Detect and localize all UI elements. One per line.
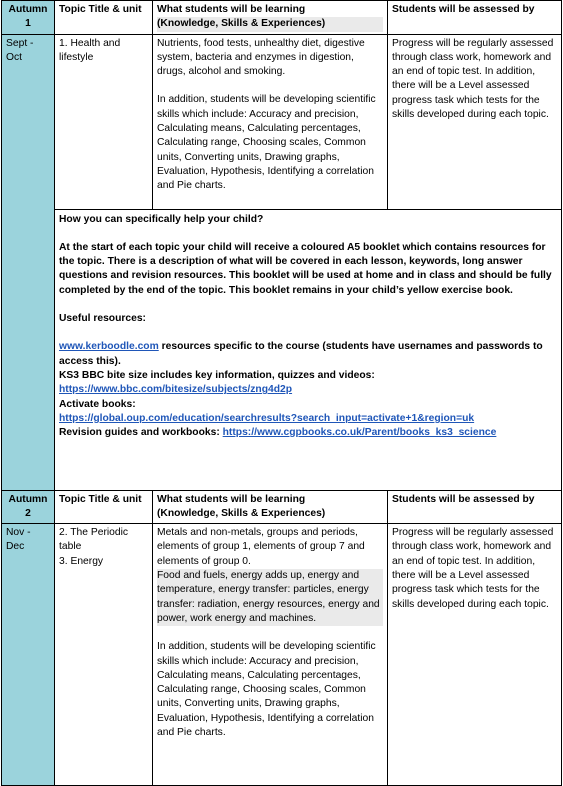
autumn1-learning-para1: Nutrients, food tests, unhealthy diet, digestive system, bacteria and enzymes in digestion, drugs, alcohol and smoking.	[157, 37, 365, 78]
autumn1-learning-header-line2: (Knowledge, Skills & Experiences)	[157, 17, 383, 31]
help-intro: At the start of each topic your child will receive a coloured A5 booklet which contains resources for the topic. There is a description of what will be covered in each lesson, keywords, long answer questions and revision resources. This booklet will be used at home and in class and should be fully completed by the end of the topic. This booklet remains in your child’s yellow exercise book.	[59, 241, 552, 296]
autumn2-learning-header-line1: What students will be learning	[157, 493, 306, 505]
bbc-link[interactable]: https://www.bbc.com/bitesize/subjects/zng4d2p	[59, 384, 293, 396]
autumn2-assessed-header: Students will be assessed by	[388, 490, 562, 524]
autumn1-learning	[153, 34, 388, 209]
help-section	[55, 209, 562, 490]
help-row	[2, 209, 562, 490]
curriculum-table	[1, 0, 562, 786]
autumn1-header-row	[2, 1, 562, 35]
autumn2-content-row	[2, 524, 562, 786]
autumn2-header-row	[2, 490, 562, 524]
kerboodle-link[interactable]: www.kerboodle.com	[59, 341, 159, 353]
autumn2-topic-header: Topic Title & unit	[55, 490, 153, 524]
autumn2-learning-header	[153, 490, 388, 524]
autumn1-learning-para2: In addition, students will be developing scientific skills which include: Accuracy and precision, Calculating means, Calculating percentages, Calculating range, Choosing scales, Common units, Converting units, Drawing graphs, Evaluation, Hypothesis, Identifying a correlation and Pie charts.	[157, 94, 376, 192]
autumn1-term-line2: 1	[25, 18, 31, 30]
autumn1-learning-header	[153, 1, 388, 35]
autumn2-term-line2: 2	[25, 507, 31, 519]
autumn2-learning-header-line2: (Knowledge, Skills & Experiences)	[157, 507, 326, 519]
autumn1-learning-header-line1: What students will be learning	[157, 4, 306, 15]
autumn1-months	[2, 34, 55, 490]
activate-link[interactable]: https://global.oup.com/education/searchresults?search_input=activate+1&region=uk	[59, 412, 475, 424]
autumn2-learning	[153, 524, 388, 786]
revision-text: Revision guides and workbooks:	[59, 427, 223, 439]
bbc-text: KS3 BBC bite size includes key information, quizzes and videos:	[59, 369, 375, 381]
revision-line	[59, 426, 557, 440]
autumn2-months-line2: Dec	[6, 541, 25, 553]
kerboodle-line	[59, 340, 557, 369]
help-heading: How you can specifically help your child?	[59, 213, 264, 225]
autumn2-term-line1: Autumn	[8, 493, 48, 505]
autumn2-term-label	[2, 490, 55, 524]
useful-resources-heading: Useful resources:	[59, 313, 146, 325]
autumn2-topic	[55, 524, 153, 786]
autumn2-topic1: 2. The Periodic table	[59, 527, 129, 553]
autumn2-learning-para1: Metals and non-metals, groups and periods, elements of group 1, elements of group 7 and elements of group 0.	[157, 527, 365, 567]
autumn1-term-line1: Autumn	[8, 4, 48, 15]
autumn2-topic2: 3. Energy	[59, 555, 104, 567]
autumn2-months	[2, 524, 55, 786]
autumn1-months-line1: Sept -	[6, 37, 34, 49]
kerboodle-text: resources specific to the course (students have usernames and passwords to access this).	[59, 341, 543, 367]
autumn1-topic: 1. Health and lifestyle	[55, 34, 153, 209]
activate-text: Activate books:	[59, 398, 136, 410]
autumn2-learning-para2: Food and fuels, energy adds up, energy and temperature, energy transfer: particles, energy transfer: radiation, energy resources, energy and power, work energy and machines.	[157, 569, 383, 626]
autumn2-assessed: Progress will be regularly assessed through class work, homework and an end of topic test. In addition, there will be a Level assessed progress task which tests for the skills developed during each topic.	[388, 524, 562, 786]
autumn2-months-line1: Nov -	[6, 527, 31, 539]
autumn1-assessed-header: Students will be assessed by	[388, 1, 562, 35]
autumn1-content-row	[2, 34, 562, 209]
revision-link[interactable]: https://www.cgpbooks.co.uk/Parent/books_ks3_science	[222, 427, 497, 439]
autumn1-months-line2: Oct	[6, 51, 23, 63]
autumn1-term-label	[2, 1, 55, 35]
autumn1-assessed: Progress will be regularly assessed through class work, homework and an end of topic test. In addition, there will be a Level assessed progress task which tests for the skills developed during each topic.	[388, 34, 562, 209]
autumn1-topic-header: Topic Title & unit	[55, 1, 153, 35]
autumn2-learning-para3: In addition, students will be developing scientific skills which include: Accuracy and precision, Calculating means, Calculating percentages, Calculating range, Choosing scales, Common units, Converting units, Drawing graphs, Evaluation, Hypothesis, Identifying a correlation and Pie charts.	[157, 641, 376, 739]
